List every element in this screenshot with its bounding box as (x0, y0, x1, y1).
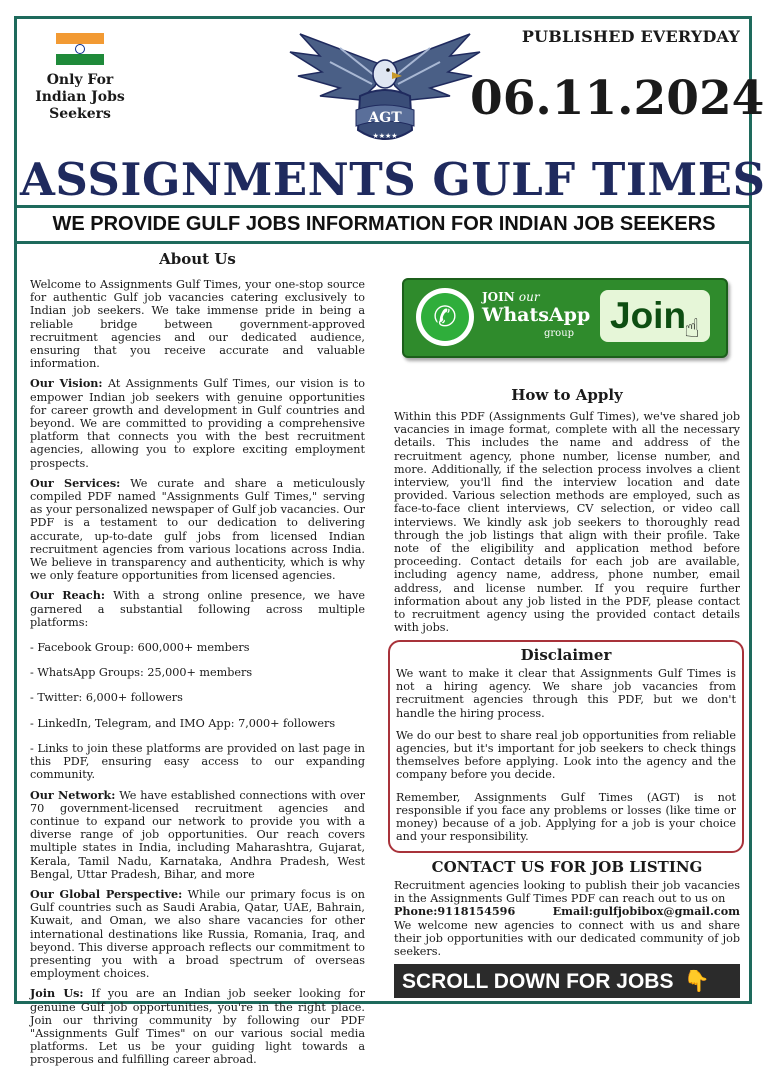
join-paragraph: Join Us: If you are an Indian job seeker looking for genuine Gulf job opportunities, you're in the right place. Join our thriving community by following our PDF "Assignments Gulf Times" on our various social media platforms. Let us be your guiding light towards a prosperous and fulfilling career abroad. (30, 986, 365, 1067)
about-heading: About Us (159, 250, 236, 268)
pointing-down-hand-icon: 👇 (683, 969, 710, 993)
whatsapp-name: WhatsApp (482, 304, 591, 326)
contact-text: Recruitment agencies looking to publish their job vacancies in the Assignments Gulf Times PDF can reach out to us on (394, 879, 740, 906)
disclaimer-box (388, 640, 744, 853)
published-label: PUBLISHED EVERYDAY (521, 27, 740, 46)
eagle-logo-icon (280, 26, 490, 156)
scroll-label: SCROLL DOWN FOR JOBS (402, 970, 674, 993)
whatsapp-group-label: group (544, 328, 575, 339)
pointing-hand-icon: ☝ (684, 314, 700, 344)
audience-note: Only For Indian Jobs Seekers (35, 72, 125, 122)
contact-text: We welcome new agencies to connect with us and share their job opportunities with our dedicated community of job seekers. (394, 918, 740, 959)
about-section (30, 250, 365, 1074)
reach-item: - WhatsApp Groups: 25,000+ members (30, 666, 253, 680)
disclaimer-paragraph: We do our best to share real job opportunities from reliable agencies, but it's important for job seekers to check things themselves before applying. Look into the agency and the company before you decide. (396, 728, 736, 782)
reach-item: - Links to join these platforms are provided on last page in this PDF, ensuring easy access to our expanding community. (30, 741, 365, 782)
reach-paragraph: Our Reach: With a strong online presence, we have garnered a substantial following across multiple platforms: (30, 588, 365, 629)
indian-flag-icon (56, 33, 104, 65)
contact-phone[interactable]: Phone:9118154596 (394, 904, 516, 919)
contact-section (394, 879, 740, 958)
network-paragraph: Our Network: We have established connections with over 70 government-licensed recruitment agencies and continue to expand our network to provide you with a diverse range of job opportunities. Our reach covers multiple states in India, including Maharashtra, Gujarat, Kerala, Tamil Nadu, Karnataka, Andhra Pradesh, West Bengal, Uttar Pradesh, Bihar, and more (30, 787, 365, 881)
about-intro: Welcome to Assignments Gulf Times, your one-stop source for authentic Gulf job vacancies catering exclusively to Indian job seekers. We take immense pride in being a reliable bridge between government-approved recruitment agencies and our dedicated audience, ensuring that you receive accurate and valuable information. (30, 278, 365, 371)
logo-text: AGT (368, 110, 402, 126)
contact-email[interactable]: Email:gulfjobibox@gmail.com (552, 904, 740, 919)
global-paragraph: Our Global Perspective: While our primary focus is on Gulf countries such as Saudi Arabia, Qatar, UAE, Bahrain, Kuwait, and Oman, we also share vacancies for other international destinations like Russia, Romania, Iraq, and beyond. This diverse approach reflects our commitment to presenting you with a broad spectrum of overseas employment choices. (30, 886, 365, 981)
howto-text: Within this PDF (Assignments Gulf Times), we've shared job vacancies in image format, complete with all the necessary details. This includes the name and address of the recruitment agency, phone number, license number, and more. Additionally, if the selection process involves a client interview, you'll find the interview location and date provided. Various selection methods are employed, such as face-to-face client interviews, CV selection, or video call interviews. We kindly ask job seekers to thoroughly read through the job listings that align with their profile. Take note of the eligibility and application method before proceeding. Contact details for each job are available, including agency name, address, phone number, email address, and license number. If you require further information about any job listed in the PDF, please contact to recruitment agency using the provided contact details with jobs. (394, 410, 740, 635)
tagline-divider (17, 241, 752, 244)
scroll-down-banner (394, 964, 740, 998)
masthead-title: ASSIGNMENTS GULF TIMES (20, 153, 766, 206)
reach-item: - Facebook Group: 600,000+ members (30, 641, 250, 655)
howto-heading: How to Apply (511, 386, 623, 404)
disclaimer-paragraph: We want to make it clear that Assignments Gulf Times is not a hiring agency. We share job vacancies from recruitment agencies through this PDF, but we don't handle the hiring process. (396, 667, 736, 720)
whatsapp-icon: ✆ (416, 288, 474, 346)
logo-stars: ★★★★ (372, 132, 398, 140)
issue-date: 06.11.2024 (470, 71, 765, 126)
services-paragraph: Our Services: We curate and share a meticulously compiled PDF named "Assignments Gulf Times," serving as your personalized newspaper of Gulf job vacancies. Our PDF is a testament to our dedication to delivering accurate, up-to-date gulf jobs from licensed Indian recruitment agencies from various locations across India. We believe in transparency and authenticity, which is why we only feature opportunities from licensed agencies. (30, 475, 365, 583)
disclaimer-paragraph: Remember, Assignments Gulf Times (AGT) is not responsible if you face any problems or losses (like time or money) because of a job. Applying for a job is your choice and your responsibility. (396, 790, 736, 844)
contact-heading: CONTACT US FOR JOB LISTING (431, 858, 703, 876)
disclaimer-heading: Disclaimer (520, 646, 612, 664)
vision-paragraph: Our Vision: At Assignments Gulf Times, our vision is to empower Indian job seekers with genuine opportunities for career growth and development in Gulf countries and beyond. We are committed to providing a comprehensive platform that connects you with the best recruitment agencies, allowing you to explore exciting employment prospects. (30, 376, 365, 470)
reach-item: - LinkedIn, Telegram, and IMO App: 7,000+ followers (30, 716, 336, 730)
tagline: WE PROVIDE GULF JOBS INFORMATION FOR INDIAN JOB SEEKERS (52, 213, 716, 235)
whatsapp-join-prefix: JOIN our (482, 290, 540, 304)
whatsapp-join-banner[interactable] (402, 278, 728, 358)
reach-item: - Twitter: 6,000+ followers (30, 691, 183, 705)
join-button[interactable]: Join (600, 290, 710, 342)
